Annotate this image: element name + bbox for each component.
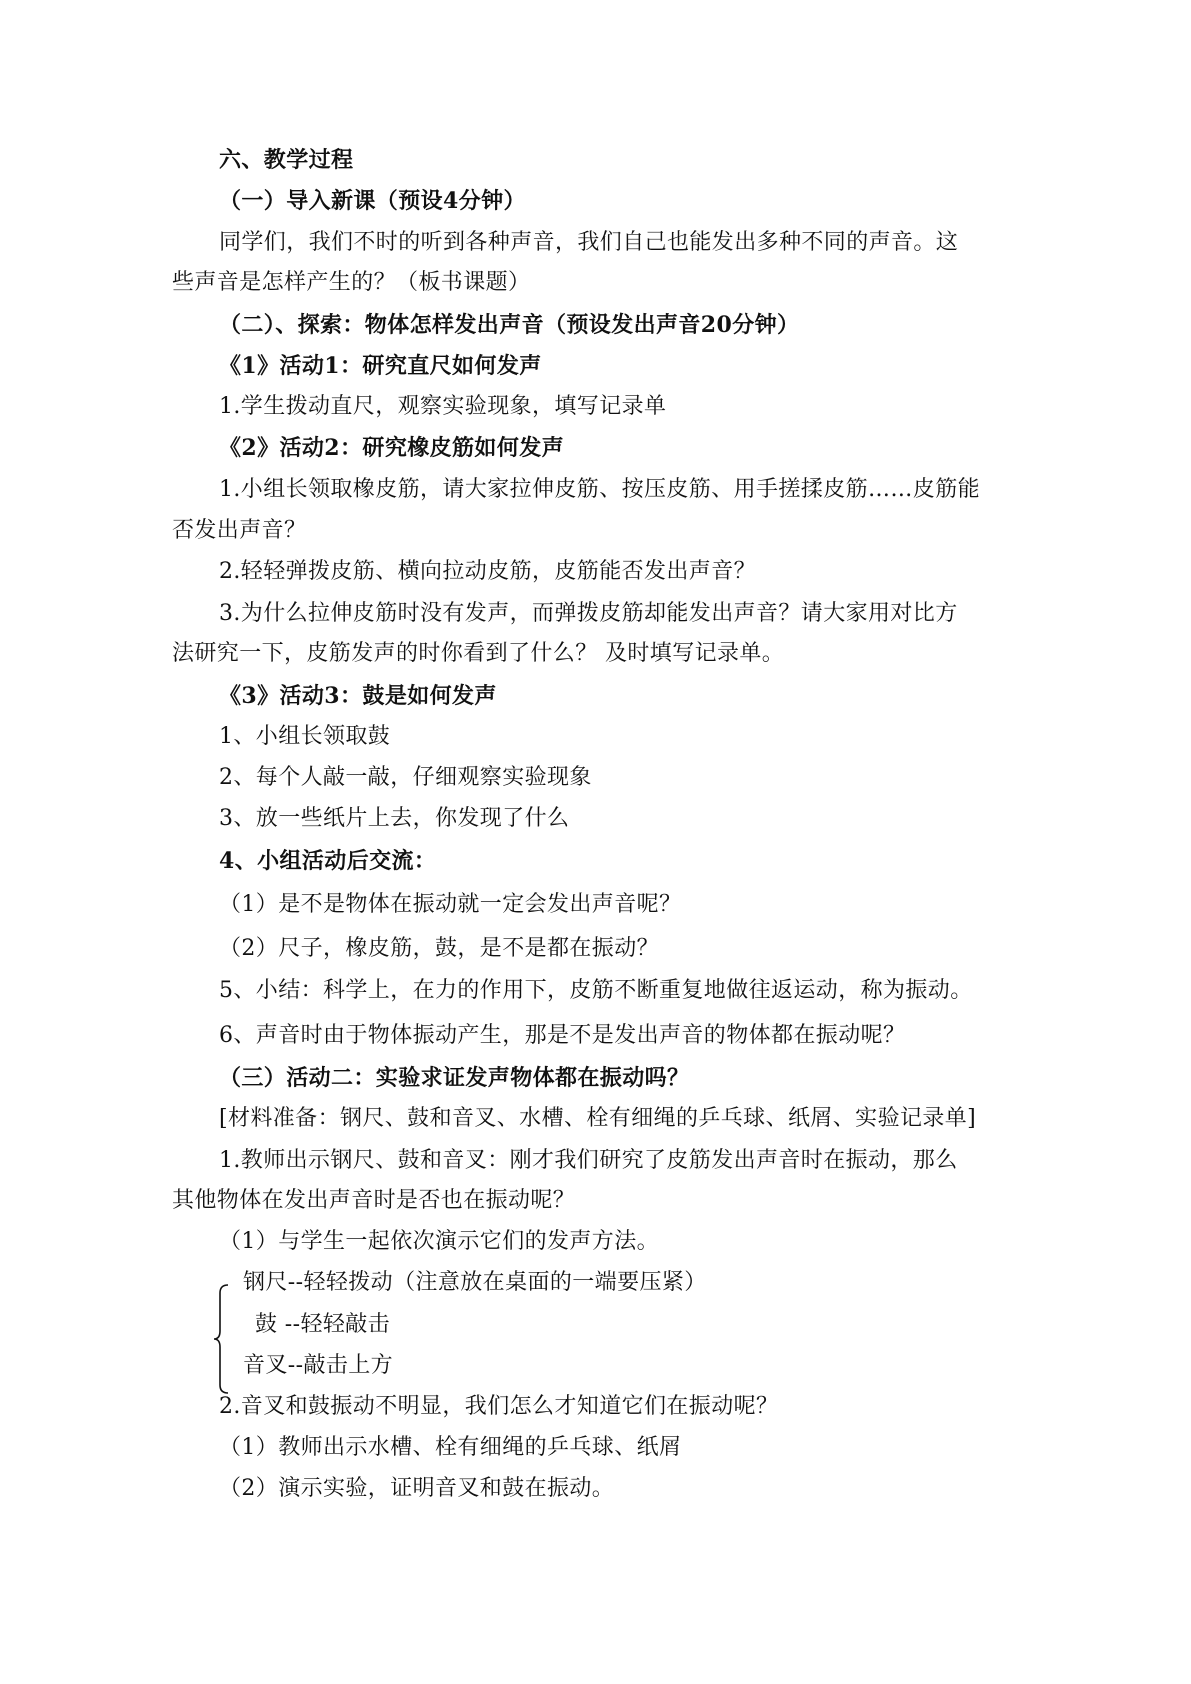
list-item: 2、每个人敲一敲，仔细观察实验现象: [219, 765, 592, 790]
section-heading: 六、教学过程: [219, 147, 354, 173]
paragraph-line: 1.教师出示钢尺、鼓和音叉：刚才我们研究了皮筋发出声音时在振动，那么: [219, 1148, 958, 1173]
list-item: （1）与学生一起依次演示它们的发声方法。: [219, 1229, 659, 1254]
paragraph-line: 3.为什么拉伸皮筋时没有发声，而弹拨皮筋却能发出声音？请大家用对比方: [219, 601, 958, 626]
list-item: （2）演示实验，证明音叉和鼓在振动。: [219, 1476, 615, 1501]
materials-line: [材料准备：钢尺、鼓和音叉、水槽、栓有细绳的乒乓球、纸屑、实验记录单]: [219, 1106, 977, 1131]
activity-heading: 《3》活动3：鼓是如何发声: [219, 683, 497, 709]
activity-heading: 《2》活动2：研究橡皮筋如何发声: [219, 435, 565, 461]
activity-heading: 《1》活动1：研究直尺如何发声: [219, 353, 542, 379]
list-item: 5、小结：科学上，在力的作用下，皮筋不断重复地做往返运动，称为振动。: [219, 978, 973, 1003]
list-item: 1、小组长领取鼓: [219, 724, 391, 749]
list-item: （2）尺子，橡皮筋，鼓，是不是都在振动？: [219, 936, 659, 961]
curly-brace-icon: [212, 1283, 230, 1395]
demo-item: 鼓 --轻轻敲击: [255, 1312, 391, 1337]
paragraph-line: 1.学生拨动直尺，观察实验现象，填写记录单: [219, 394, 667, 419]
list-item: 6、声音时由于物体振动产生，那是不是发出声音的物体都在振动呢？: [219, 1023, 906, 1048]
list-item: 3、放一些纸片上去，你发现了什么: [219, 806, 570, 831]
paragraph-line: 2.轻轻弹拨皮筋、横向拉动皮筋，皮筋能否发出声音？: [219, 559, 756, 584]
paragraph-line: 否发出声音？: [172, 518, 307, 543]
demo-item: 钢尺--轻轻拨动（注意放在桌面的一端要压紧）: [243, 1270, 707, 1295]
subsection-heading: （三）活动二：实验求证发声物体都在振动吗？: [219, 1065, 690, 1091]
subsection-heading: （一）导入新课（预设4分钟）: [219, 188, 526, 214]
paragraph-line: 2.音叉和鼓振动不明显，我们怎么才知道它们在振动呢？: [219, 1394, 779, 1419]
list-item: （1）是不是物体在振动就一定会发出声音呢？: [219, 892, 682, 917]
paragraph-line: 法研究一下，皮筋发声的时你看到了什么？ 及时填写记录单。: [172, 641, 785, 666]
paragraph-line: 1.小组长领取橡皮筋，请大家拉伸皮筋、按压皮筋、用手搓揉皮筋……皮筋能: [219, 477, 980, 502]
list-item-heading: 4、小组活动后交流：: [219, 848, 437, 874]
list-item: （1）教师出示水槽、栓有细绳的乒乓球、纸屑: [219, 1435, 682, 1460]
paragraph-line: 同学们，我们不时的听到各种声音，我们自己也能发出多种不同的声音。这: [219, 230, 959, 255]
paragraph-line: 些声音是怎样产生的？（板书课题）: [172, 270, 531, 295]
paragraph-line: 其他物体在发出声音时是否也在振动呢？: [172, 1188, 576, 1213]
demo-item: 音叉--敲击上方: [243, 1353, 394, 1378]
subsection-heading: （二）、探索：物体怎样发出声音（预设发出声音20分钟）: [219, 312, 800, 338]
